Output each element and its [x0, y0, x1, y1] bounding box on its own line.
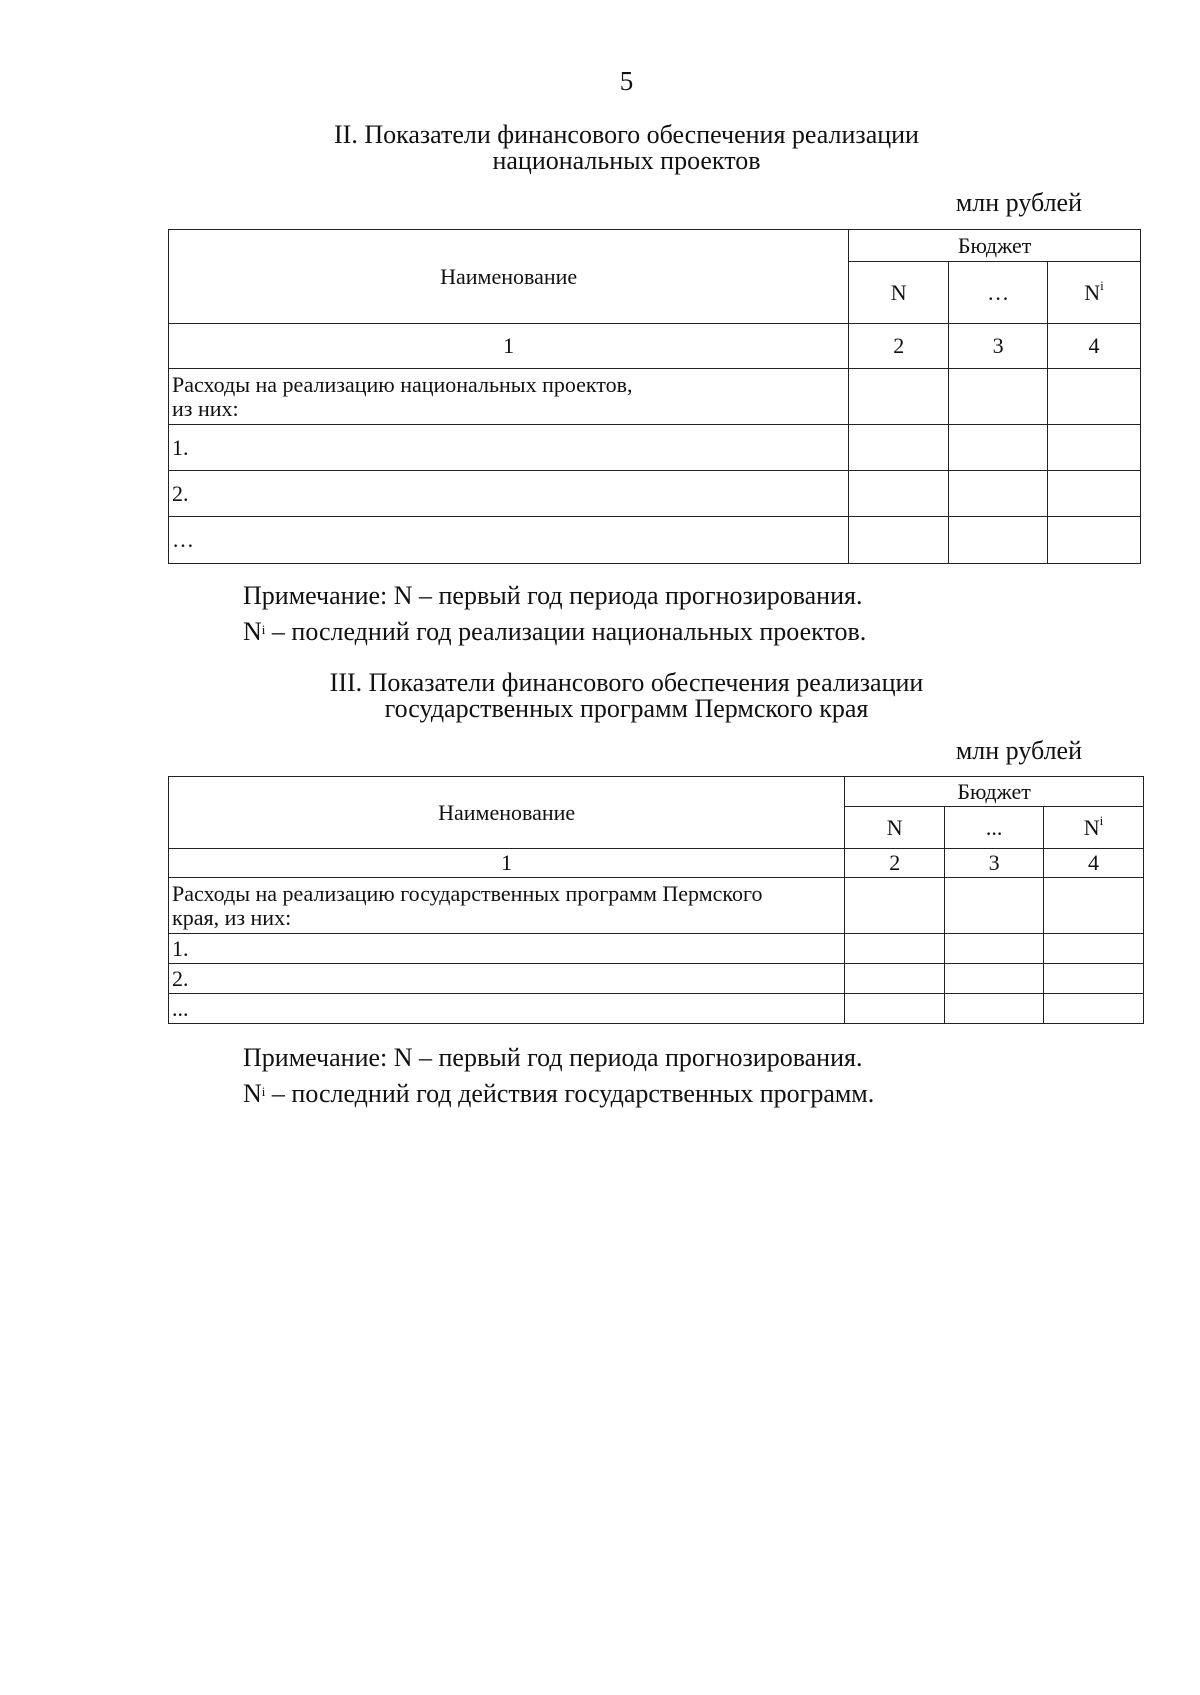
col-number: 3 [949, 324, 1048, 369]
table-row [169, 517, 1141, 564]
section-3-units: млн рублей [955, 736, 1082, 765]
page-number: 5 [619, 66, 634, 96]
col-ni-header [1044, 807, 1144, 849]
empty-cell [1048, 425, 1141, 471]
col-number: 4 [1044, 849, 1144, 878]
empty-cell [845, 964, 945, 994]
name-header: Наименование [169, 777, 845, 849]
section-3-title-line2: государственных программ Пермского края [384, 694, 869, 723]
section-2-note-line1: Примечание: N – первый год периода прогнозирования. [243, 581, 863, 610]
section-2-table [168, 229, 1141, 564]
empty-cell [845, 994, 945, 1024]
empty-cell [945, 994, 1044, 1024]
note-text: – последний год действия государственных программ. [265, 1079, 875, 1108]
col-number: 4 [1048, 324, 1141, 369]
empty-cell [1044, 878, 1144, 934]
section-2-note-line2 [243, 614, 866, 650]
empty-cell [849, 471, 949, 517]
empty-cell [845, 878, 945, 934]
section-3-title-line1: III. Показатели финансового обеспечения реализации [329, 668, 924, 697]
table-row [169, 994, 1144, 1024]
col-number: 1 [169, 849, 845, 878]
note-n-sup: i [261, 1084, 266, 1099]
table-row [169, 878, 1144, 934]
col-ni-sup: i [1100, 277, 1104, 293]
empty-cell [849, 369, 949, 425]
col-number: 1 [169, 324, 849, 369]
section-3-note-line2 [243, 1076, 874, 1112]
empty-cell [1048, 369, 1141, 425]
name-header: Наименование [169, 230, 849, 324]
table-row [169, 934, 1144, 964]
row-label: 1. [169, 934, 845, 964]
col-ni-header [1048, 262, 1141, 324]
row-label: 2. [169, 964, 845, 994]
empty-cell [945, 964, 1044, 994]
empty-cell [949, 425, 1048, 471]
note-n: N [243, 617, 262, 646]
empty-cell [945, 878, 1044, 934]
row-label: 2. [169, 471, 849, 517]
table-row [169, 964, 1144, 994]
empty-cell [949, 369, 1048, 425]
note-n: N [243, 1079, 262, 1108]
section-2-title-line2: национальных проектов [492, 146, 761, 175]
empty-cell [1048, 471, 1141, 517]
note-n-sup: i [261, 622, 266, 637]
empty-cell [845, 934, 945, 964]
empty-cell [949, 471, 1048, 517]
col-ni-base: N [1084, 279, 1101, 305]
empty-cell [849, 425, 949, 471]
section-2-title-line1: II. Показатели финансового обеспечения реализации [334, 120, 919, 149]
table-row [169, 471, 1141, 517]
col-dots-header: ... [945, 807, 1044, 849]
col-n-header: N [849, 262, 949, 324]
row-label: ... [169, 994, 845, 1024]
note-text: – последний год реализации национальных проектов. [265, 617, 867, 646]
section-3-table [168, 776, 1144, 1024]
col-number: 2 [845, 849, 945, 878]
col-number: 3 [945, 849, 1044, 878]
col-n-header: N [845, 807, 945, 849]
table-row [169, 369, 1141, 425]
empty-cell [1048, 517, 1141, 564]
col-dots-header: … [949, 262, 1048, 324]
row-label: Расходы на реализацию государственных программ Пермского края, из них: [169, 878, 845, 934]
col-ni-base: N [1083, 814, 1100, 840]
row-label: … [169, 517, 849, 564]
section-2-units: млн рублей [955, 188, 1082, 217]
budget-header: Бюджет [849, 230, 1141, 262]
empty-cell [949, 517, 1048, 564]
budget-header: Бюджет [845, 777, 1144, 807]
col-ni-sup: i [1099, 812, 1104, 828]
col-number: 2 [849, 324, 949, 369]
row-label: 1. [169, 425, 849, 471]
row-label: Расходы на реализацию национальных проектов, из них: [169, 369, 849, 425]
empty-cell [849, 517, 949, 564]
table-row [169, 425, 1141, 471]
empty-cell [1044, 994, 1144, 1024]
empty-cell [945, 934, 1044, 964]
section-3-note-line1: Примечание: N – первый год периода прогнозирования. [243, 1043, 863, 1072]
empty-cell [1044, 964, 1144, 994]
empty-cell [1044, 934, 1144, 964]
